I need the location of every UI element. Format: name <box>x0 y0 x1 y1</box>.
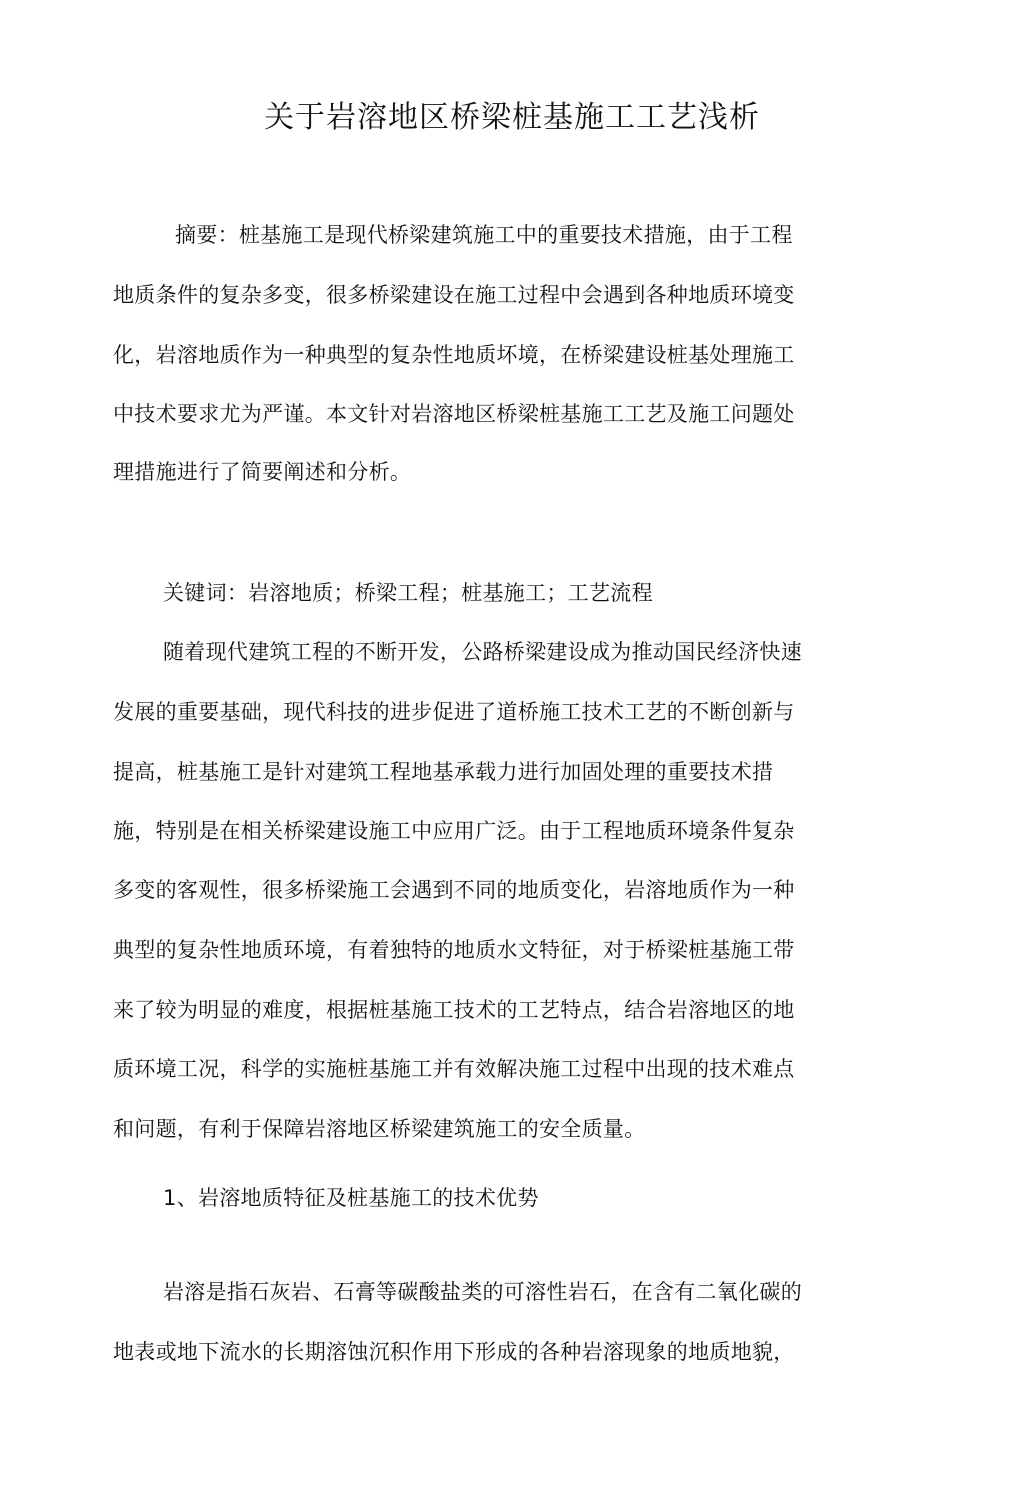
paragraph-line: 多变的客观性，很多桥梁施工会遇到不同的地质变化，岩溶地质作为一种 <box>113 878 795 902</box>
paragraph-line: 施，特别是在相关桥梁建设施工中应用广泛。由于工程地质环境条件复杂 <box>113 819 795 843</box>
paragraph-line: 和问题，有利于保障岩溶地区桥梁建筑施工的安全质量。 <box>113 1117 646 1141</box>
abstract-line: 化，岩溶地质作为一种典型的复杂性地质坏境，在桥梁建设桩基处理施工 <box>113 343 795 367</box>
paragraph-line: 提高，桩基施工是针对建筑工程地基承载力进行加固处理的重要技术措 <box>113 760 774 784</box>
abstract-line: 摘要：桩基施工是现代桥梁建筑施工中的重要技术措施，由于工程 <box>175 223 793 247</box>
paragraph-line: 发展的重要基础，现代科技的进步促进了道桥施工技术工艺的不断创新与 <box>113 700 795 724</box>
abstract-line: 地质条件的复杂多变，很多桥梁建设在施工过程中会遇到各种地质环境变 <box>113 283 795 307</box>
paragraph-line: 来了较为明显的难度，根据桩基施工技术的工艺特点，结合岩溶地区的地 <box>113 998 795 1022</box>
abstract-line: 中技术要求尤为严谨。本文针对岩溶地区桥梁桩基施工工艺及施工问题处 <box>113 402 795 426</box>
keywords: 关键词：岩溶地质；桥梁工程；桩基施工；工艺流程 <box>163 581 653 605</box>
page-title: 关于岩溶地区桥梁桩基施工工艺浅析 <box>264 100 760 135</box>
paragraph-line: 质环境工况，科学的实施桩基施工并有效解决施工过程中出现的技术难点 <box>113 1057 795 1081</box>
paragraph-line: 典型的复杂性地质环境，有着独特的地质水文特征，对于桥梁桩基施工带 <box>113 938 795 962</box>
paragraph-line: 地表或地下流水的长期溶蚀沉积作用下形成的各种岩溶现象的地质地貌， <box>113 1340 795 1364</box>
paragraph-line: 岩溶是指石灰岩、石膏等碳酸盐类的可溶性岩石，在含有二氧化碳的 <box>163 1280 802 1304</box>
abstract-line: 理措施进行了简要阐述和分析。 <box>113 460 412 484</box>
section-heading: 1、岩溶地质特征及桩基施工的技术优势 <box>163 1186 539 1210</box>
paragraph-line: 随着现代建筑工程的不断开发，公路桥梁建设成为推动国民经济快速 <box>163 640 802 664</box>
